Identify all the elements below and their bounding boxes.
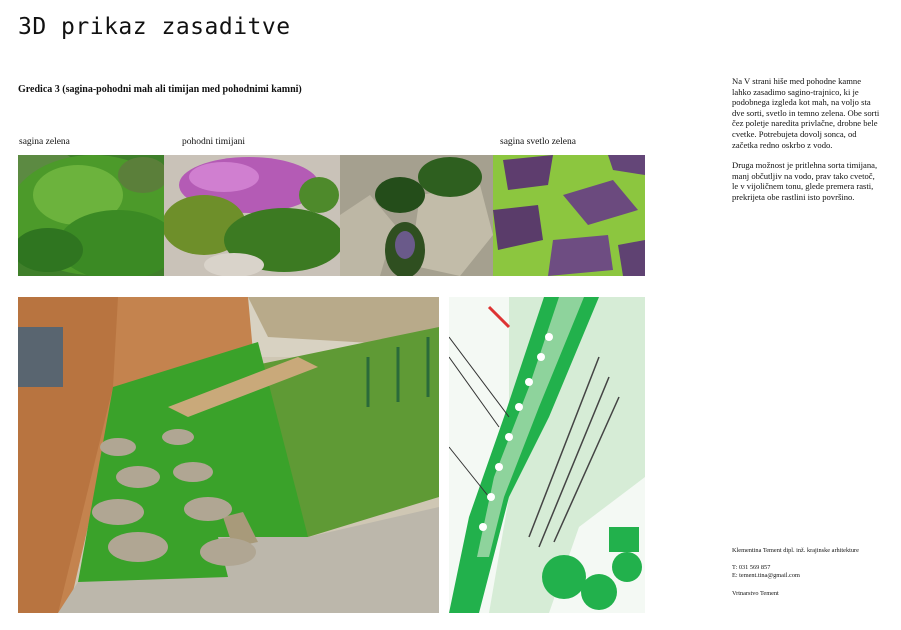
render-3d-path (18, 297, 439, 613)
description-paragraph-1: Na V strani hiše med pohodne kamne lahko zasadimo sagino-trajnico, ki je podobnega izgleda kot mah, na voljo sta dve sorti, svetlo in temno zelena. Obe sorti čez poletje naredita privlačne, drobne bele cvetke. Potrebujeta dovolj sonca, od začetka redno oskrbo z vodo. (732, 76, 880, 150)
caption-sagina-light: sagina svetlo zelena (500, 137, 576, 147)
photo-stones (340, 155, 493, 276)
page-title: 3D prikaz zasaditve (18, 14, 291, 40)
caption-thyme: pohodni timijani (182, 137, 246, 147)
footer-phone: T: 031 569 857 (732, 564, 771, 571)
photo-sagina-light (493, 155, 645, 276)
plan-drawing (449, 297, 645, 613)
caption-sagina-green: sagina zelena (19, 137, 70, 147)
photo-sagina-green (18, 155, 164, 276)
footer-author: Klementina Tement dipl. inž. krajinske arhitekture (732, 547, 859, 554)
photo-thyme (164, 155, 340, 276)
description-text (732, 76, 880, 203)
footer-email: E: tement.tina@gmail.com (732, 572, 800, 579)
page-subtitle: Gredica 3 (sagina-pohodni mah ali timijan med pohodnimi kamni) (18, 84, 302, 95)
description-paragraph-2: Druga možnost je pritlehna sorta timijana, manj občutljiv na vodo, prav tako cvetoč, le v vijoličnem tonu, glede premera rasti, prekrijeta obe rastlini isto površino. (732, 160, 878, 202)
footer-studio: Vrtnarstvo Tement (732, 590, 779, 597)
